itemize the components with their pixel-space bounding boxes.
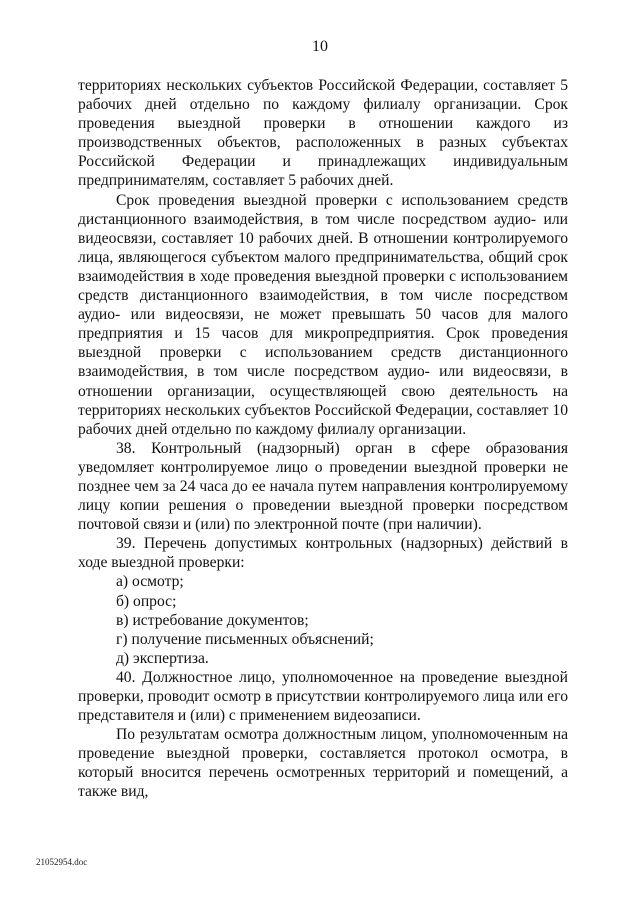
list-item-d: д) экспертиза. (116, 649, 209, 667)
paragraph-remote-inspection-term: Срок проведения выездной проверки с использованием средств дистанционного взаимодействия, в том числе посредством аудио- или видеосвязи, составляет 10 рабочих дней. В отношении контролируемого лица, являющегося субъектом малого предпринимательства, общий срок взаимодействия в ходе проведения выездной проверки с использованием средств дистанционного взаимодействия, в том числе посредством аудио- или видеосвязи, не может превышать 50 часов для малого предприятия и 15 часов для микропредприятия. Срок проведения выездной проверки с использованием средств дистанционного взаимодействия, в том числе посредством аудио- или видеосвязи, в отношении организации, осуществляющей свою деятельность на территориях нескольких субъектов Российской Федерации, составляет 10 рабочих дней отдельно по каждому филиалу организации. (78, 191, 568, 438)
paragraph-inspection-protocol: По результатам осмотра должностным лицом, уполномоченным на проведение выездной проверки, составляется протокол осмотра, в который вносится перечень осмотренных территорий и помещений, а также вид, (78, 726, 568, 801)
paragraph-40: 40. Должностное лицо, уполномоченное на проведение выездной проверки, проводит осмотр в присутствии контролируемого лица или его представителя и (или) с применением видеозаписи. (78, 668, 568, 725)
list-item-a: а) осмотр; (116, 573, 184, 591)
list-item-g: г) получение письменных объяснений; (116, 630, 374, 648)
paragraph-39: 39. Перечень допустимых контрольных (надзорных) действий в ходе выездной проверки: (78, 535, 568, 572)
paragraph-continuation: территориях нескольких субъектов Российской Федерации, составляет 5 рабочих дней отдельно по каждому филиалу организации. Срок проведения выездной проверки в отношении каждого из производственных объектов, расположенных в разных субъектах Российской Федерации и принадлежащих индивидуальным предпринимателям, составляет 5 рабочих дней. (78, 77, 568, 190)
list-item-b: б) опрос; (116, 592, 177, 610)
document-filename: 21052954.doc (36, 857, 88, 867)
paragraph-38: 38. Контрольный (надзорный) орган в сфере образования уведомляет контролируемое лицо о проведении выездной проверки не позднее чем за 24 часа до ее начала путем направления контролируемому лицу копии решения о проведении выездной проверки посредством почтовой связи и (или) по электронной почте (при наличии). (78, 439, 568, 534)
document-body (78, 76, 568, 802)
page-number: 10 (312, 38, 328, 55)
list-item-v: в) истребование документов; (116, 611, 309, 629)
